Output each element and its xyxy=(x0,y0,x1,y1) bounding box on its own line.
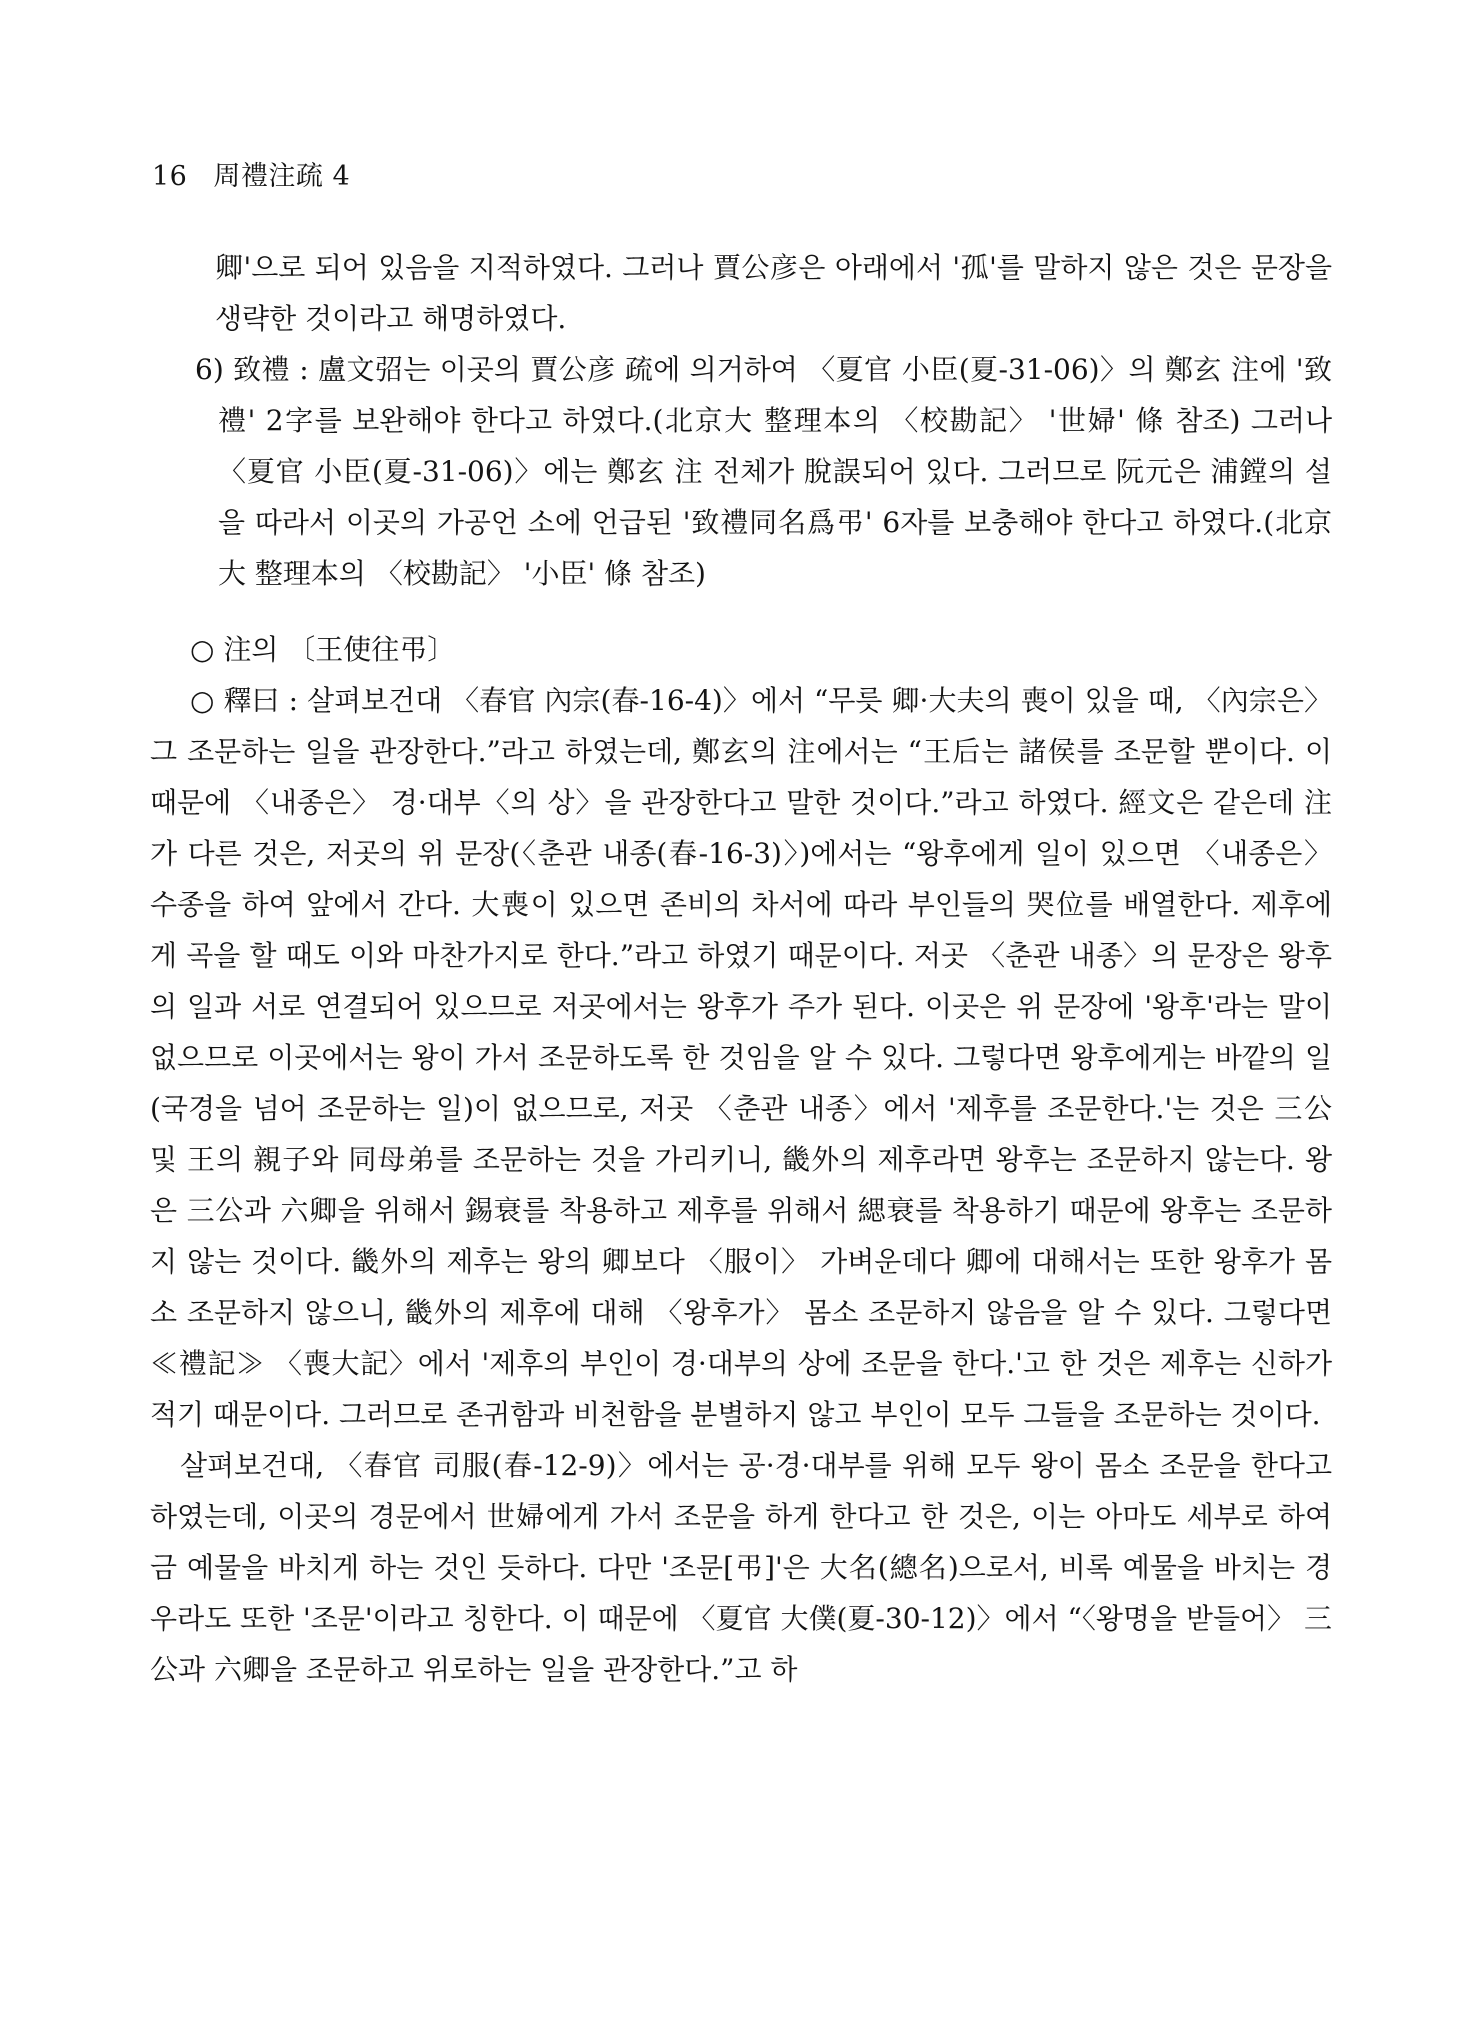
footnote-6: 6) 致禮 : 盧文弨는 이곳의 賈公彦 疏에 의거하여 〈夏官 小臣(夏-31-06)〉의 鄭玄 注에 '致禮' 2字를 보완해야 한다고 하였다.(北京大 整理本의 〈校勘記〉 '世婦' 條 참조) 그러나 〈夏官 小臣(夏-31-06)〉에는 鄭玄 注 전체가 脫誤되어 있다. 그러므로 阮元은 浦鏜의 설을 따라서 이곳의 가공언 소에 언급된 '致禮同名爲弔' 6자를 보충해야 한다고 하였다.(北京大 整理本의 〈校勘記〉 '小臣' 條 참조) xyxy=(195,353,1332,590)
book-title: 周禮注疏 4 xyxy=(213,161,351,192)
commentary-closing-paragraph: 살펴보건대, 〈春官 司服(春-12-9)〉에서는 공·경·대부를 위해 모두 왕이 몸소 조문을 한다고 하였는데, 이곳의 경문에서 世婦에게 가서 조문을 하게 한다고 한 것은, 이는 아마도 세부로 하여금 예물을 바치게 하는 것인 듯하다. 다만 '조문[弔]'은 大名(總名)으로서, 비록 예물을 바치는 경우라도 또한 '조문'이라고 칭한다. 이 때문에 〈夏官 大僕(夏-30-12)〉에서 “〈왕명을 받들어〉 三公과 六卿을 조문하고 위로하는 일을 관장한다.”고 하 xyxy=(150,1449,1332,1686)
running-header xyxy=(152,160,350,194)
body-text xyxy=(150,242,1332,1695)
page-number: 16 xyxy=(152,161,188,192)
annotation-heading: ○ 注의 〔王使往弔〕 xyxy=(190,633,456,666)
footnote-5-continuation: 卿'으로 되어 있음을 지적하였다. 그러나 賈公彦은 아래에서 '孤'를 말하지 않은 것은 문장을 생략한 것이라고 해명하였다. xyxy=(215,251,1332,335)
commentary-seokwal-paragraph: ○ 釋曰 : 살펴보건대 〈春官 內宗(春-16-4)〉에서 “무릇 卿·大夫의 喪이 있을 때, 〈內宗은〉 그 조문하는 일을 관장한다.”라고 하였는데, 鄭玄의 注에서는 “王后는 諸侯를 조문할 뿐이다. 이 때문에 〈내종은〉 경·대부〈의 상〉을 관장한다고 말한 것이다.”라고 하였다. 經文은 같은데 注가 다른 것은, 저곳의 위 문장(〈춘관 내종(春-16-3)〉)에서는 “왕후에게 일이 있으면 〈내종은〉 수종을 하여 앞에서 간다. 大喪이 있으면 존비의 차서에 따라 부인들의 哭位를 배열한다. 제후에게 곡을 할 때도 이와 마찬가지로 한다.”라고 하였기 때문이다. 저곳 〈춘관 내종〉의 문장은 왕후의 일과 서로 연결되어 있으므로 저곳에서는 왕후가 주가 된다. 이곳은 위 문장에 '왕후'라는 말이 없으므로 이곳에서는 왕이 가서 조문하도록 한 것임을 알 수 있다. 그렇다면 왕후에게는 바깥의 일(국경을 넘어 조문하는 일)이 없으므로, 저곳 〈춘관 내종〉에서 '제후를 조문한다.'는 것은 三公 및 王의 親子와 同母弟를 조문하는 것을 가리키니, 畿外의 제후라면 왕후는 조문하지 않는다. 왕은 三公과 六卿을 위해서 錫衰를 착용하고 제후를 위해서 緦衰를 착용하기 때문에 왕후는 조문하지 않는 것이다. 畿外의 제후는 왕의 卿보다 〈服이〉 가벼운데다 卿에 대해서는 또한 왕후가 몸소 조문하지 않으니, 畿外의 제후에 대해 〈왕후가〉 몸소 조문하지 않음을 알 수 있다. 그렇다면 ≪禮記≫ 〈喪大記〉에서 '제후의 부인이 경·대부의 상에 조문을 한다.'고 한 것은 제후는 신하가 적기 때문이다. 그러므로 존귀함과 비천함을 분별하지 않고 부인이 모두 그들을 조문하는 것이다. xyxy=(150,684,1333,1431)
